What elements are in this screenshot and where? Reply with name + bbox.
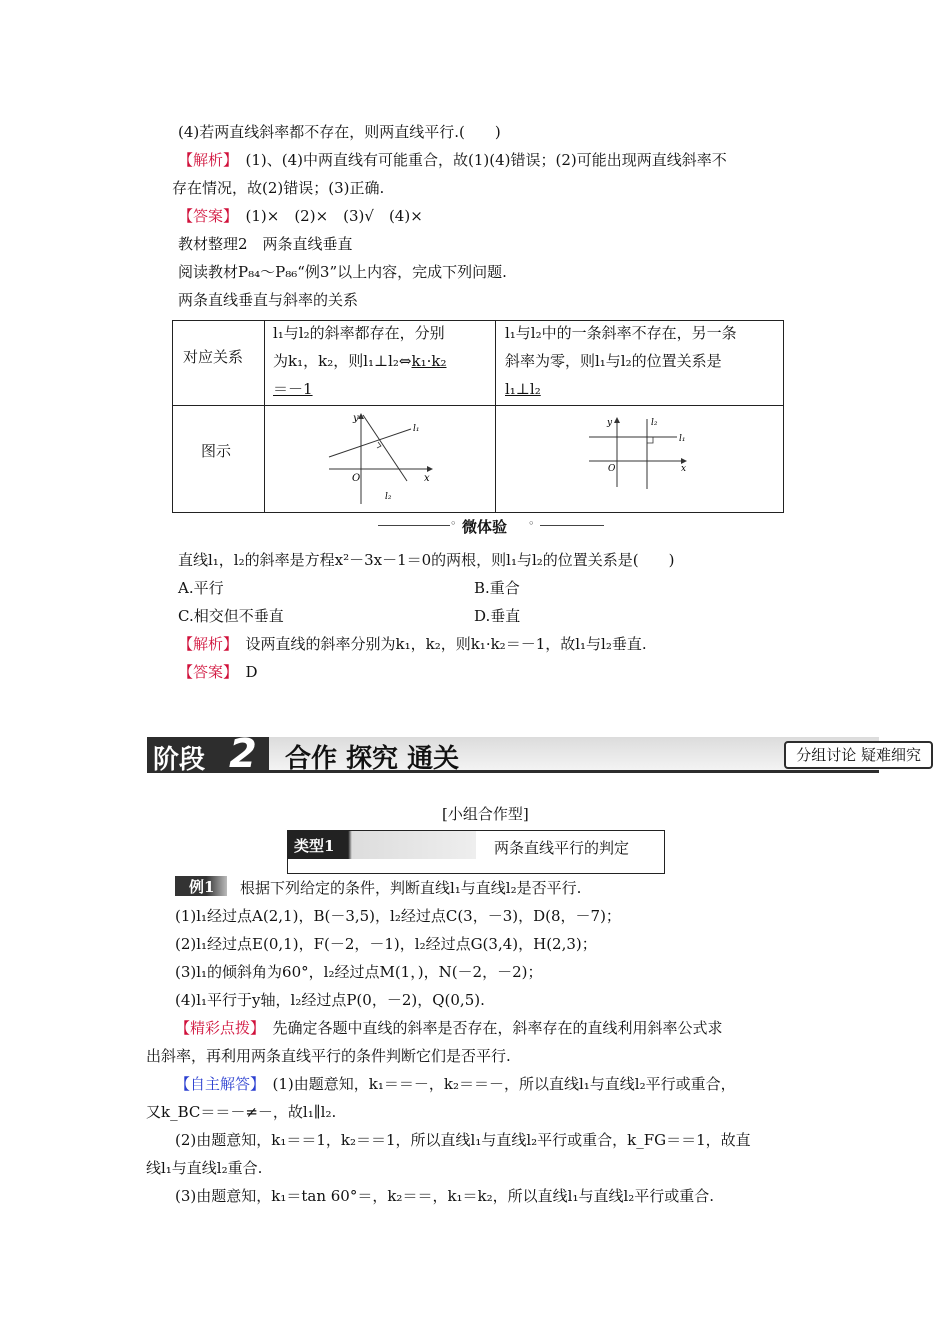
table-head-figure: 图示 bbox=[201, 442, 232, 460]
answer-2 bbox=[178, 661, 258, 682]
divider-left bbox=[378, 525, 450, 526]
section-title: 教材整理2 两条直线垂直 bbox=[178, 235, 353, 253]
solution-1-line-b: 又k_BC＝＝－≠－，故l₁∥l₂. bbox=[146, 1103, 337, 1121]
example-item-3: (3)l₁的倾斜角为60°，l₂经过点M(1，)，N(－2，－2)； bbox=[175, 963, 543, 981]
solution-2-line-a: (2)由题意知，k₁＝＝1，k₂＝＝1，所以直线l₁与直线l₂平行或重合，k_FG＝＝1，故直 bbox=[175, 1131, 751, 1149]
perpendicular-relation-table bbox=[172, 320, 784, 513]
solution-2-line-b: 线l₁与直线l₂重合. bbox=[146, 1159, 263, 1177]
hint-line-a bbox=[175, 1017, 723, 1038]
hint-line-b: 出斜率，再利用两条直线平行的条件判断它们是否平行. bbox=[146, 1047, 511, 1065]
question-item-4: (4)若两直线斜率都不存在，则两直线平行.( ) bbox=[178, 123, 501, 141]
solution-1-line-a bbox=[175, 1073, 736, 1094]
example-item-2: (2)l₁经过点E(0,1)，F(－2，－1)，l₂经过点G(3,4)，H(2,3)； bbox=[175, 935, 597, 953]
solution-text: (1)由题意知，k₁＝＝－，k₂＝＝－，所以直线l₁与直线l₂平行或重合， bbox=[257, 1075, 736, 1093]
analysis-text: (1)、(4)中两直线有可能重合，故(1)(4)错误；(2)可能出现两直线斜率不 bbox=[230, 151, 727, 169]
fig1-origin: O bbox=[352, 473, 361, 484]
table-cell-both-exist bbox=[273, 319, 495, 403]
practice-question: 直线l₁，l₂的斜率是方程x²－3x－1＝0的两根，则l₁与l₂的位置关系是( ) bbox=[178, 551, 675, 569]
analysis-tag: 【解析】 bbox=[178, 635, 231, 653]
stage-title: 合作 探究 通关 bbox=[285, 744, 460, 774]
blank-answer-2: ＝－1 bbox=[273, 380, 313, 398]
answer-text: D bbox=[230, 663, 258, 681]
analysis-tag: 【解析】 bbox=[178, 151, 231, 169]
fig2-l1: l₁ bbox=[679, 434, 686, 444]
hint-text: 先确定各题中直线的斜率是否存在，斜率存在的直线利用斜率公式求 bbox=[257, 1019, 723, 1037]
fig2-y-label: y bbox=[607, 418, 613, 428]
divider-right bbox=[540, 525, 604, 526]
example-item-1: (1)l₁经过点A(2,1)，B(－3,5)，l₂经过点C(3，－3)，D(8，－7)； bbox=[175, 907, 621, 925]
reading-instruction: 阅读教材P₈₄～P₈₆“例3”以上内容，完成下列问题. bbox=[178, 263, 507, 281]
type-title: 两条直线平行的判定 bbox=[494, 839, 630, 857]
fig2-x-label: x bbox=[681, 464, 687, 474]
fig2-origin: O bbox=[608, 464, 616, 474]
group-type-label: [小组合作型] bbox=[442, 805, 529, 823]
stage-banner bbox=[147, 731, 933, 777]
example-tag: 例1 bbox=[189, 878, 215, 896]
weitiyan-title: 微体验 bbox=[462, 518, 508, 536]
cell-line-b: 斜率为零，则l₁与l₂的位置关系是 bbox=[505, 352, 722, 370]
fig1-l1: l₁ bbox=[413, 424, 420, 434]
stage-subtitle-box: 分组讨论 疑难细究 bbox=[784, 741, 933, 769]
option-c: C.相交但不垂直 bbox=[178, 607, 284, 625]
fig2-l2: l₂ bbox=[651, 418, 658, 428]
answer-tag: 【答案】 bbox=[178, 663, 231, 681]
answer-text: (1)× (2)× (3)√ (4)× bbox=[230, 207, 423, 225]
example-badge bbox=[175, 876, 227, 896]
blank-answer-3: l₁⊥l₂ bbox=[505, 380, 541, 398]
divider-dot-left: ◦ bbox=[450, 517, 457, 530]
fig1-y-label: y bbox=[353, 413, 359, 424]
figure-slanted-perpendicular bbox=[323, 409, 443, 509]
option-a: A.平行 bbox=[178, 579, 224, 597]
blank-answer-1: k₁·k₂ bbox=[411, 352, 447, 370]
answer-tag: 【答案】 bbox=[178, 207, 231, 225]
stage-badge bbox=[147, 731, 269, 777]
cell-line-a: l₁与l₂的斜率都存在，分别 bbox=[273, 324, 445, 342]
table-head-relation: 对应关系 bbox=[183, 348, 244, 366]
cell-line-a: l₁与l₂中的一条斜率不存在，另一条 bbox=[505, 324, 737, 342]
analysis-text: 设两直线的斜率分别为k₁，k₂，则k₁·k₂＝－1，故l₁与l₂垂直. bbox=[230, 635, 647, 653]
example-stem: 根据下列给定的条件，判断直线l₁与直线l₂是否平行. bbox=[240, 879, 582, 897]
self-answer-tag: 【自主解答】 bbox=[175, 1075, 258, 1093]
table-cell-one-missing bbox=[505, 319, 785, 403]
example-item-4: (4)l₁平行于y轴，l₂经过点P(0，－2)，Q(0,5). bbox=[175, 991, 485, 1009]
stage-label: 阶段 bbox=[153, 745, 206, 775]
analysis-2 bbox=[178, 633, 647, 654]
answer-1 bbox=[178, 205, 423, 226]
analysis-1-line-a bbox=[178, 149, 727, 170]
stage-number: 2 bbox=[229, 731, 257, 777]
solution-3: (3)由题意知，k₁＝tan 60°＝，k₂＝＝，k₁＝k₂，所以直线l₁与直线l₂平行或重合. bbox=[175, 1187, 715, 1205]
cell-line-b: 为k₁，k₂，则l₁⊥l₂⇔k₁·k₂ bbox=[273, 352, 447, 370]
type-box bbox=[287, 830, 665, 874]
type-label-bar bbox=[288, 831, 476, 859]
hint-tag: 【精彩点拨】 bbox=[175, 1019, 258, 1037]
figure-axis-perpendicular bbox=[585, 413, 695, 493]
option-b: B.重合 bbox=[474, 579, 520, 597]
type-label: 类型1 bbox=[294, 837, 335, 855]
fig1-l2: l₂ bbox=[385, 492, 392, 502]
fig1-x-label: x bbox=[424, 473, 430, 484]
divider-dot-right: ◦ bbox=[528, 517, 535, 530]
analysis-1-line-b: 存在情况，故(2)错误；(3)正确. bbox=[172, 179, 385, 197]
table-caption: 两条直线垂直与斜率的关系 bbox=[178, 291, 359, 309]
option-d: D.垂直 bbox=[474, 607, 521, 625]
